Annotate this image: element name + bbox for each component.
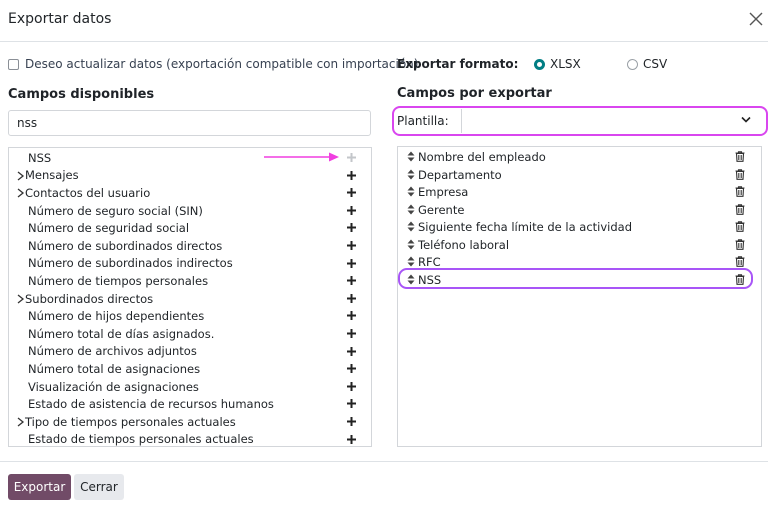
chevron-right-icon[interactable]	[16, 171, 25, 181]
export-field-label: Empresa	[418, 185, 469, 199]
available-field-item[interactable]	[9, 431, 371, 449]
template-label: Plantilla:	[397, 114, 449, 128]
compat-label: Deseo actualizar datos (exportación compatible con importación)	[25, 57, 419, 71]
available-field-label: Mensajes	[25, 168, 79, 183]
available-fields-list	[8, 147, 372, 447]
trash-icon[interactable]	[735, 169, 745, 180]
plus-icon[interactable]	[346, 170, 357, 181]
drag-handle-icon[interactable]	[407, 274, 415, 285]
template-select[interactable]	[461, 109, 763, 133]
available-field-item[interactable]	[9, 255, 371, 273]
available-field-item[interactable]	[9, 272, 371, 290]
export-field-item[interactable]	[398, 183, 761, 201]
export-field-item[interactable]	[398, 166, 761, 184]
export-field-label: NSS	[418, 272, 442, 287]
trash-icon[interactable]	[735, 151, 745, 162]
available-field-label: Número de subordinados indirectos	[28, 256, 233, 271]
plus-icon[interactable]	[346, 240, 357, 251]
chevron-right-icon[interactable]	[16, 188, 25, 198]
export-field-item[interactable]	[398, 201, 761, 219]
plus-icon[interactable]	[346, 187, 357, 198]
available-field-item[interactable]	[9, 290, 371, 308]
available-field-item[interactable]	[9, 149, 371, 167]
plus-icon[interactable]	[346, 328, 357, 339]
drag-handle-icon[interactable]	[407, 204, 415, 215]
export-field-label: Departamento	[418, 167, 502, 182]
available-field-item[interactable]	[9, 343, 371, 361]
drag-handle-icon[interactable]	[407, 169, 415, 180]
trash-icon[interactable]	[735, 239, 745, 250]
plus-icon[interactable]	[346, 152, 357, 163]
plus-icon[interactable]	[346, 434, 357, 445]
trash-icon[interactable]	[735, 204, 745, 215]
export-field-item[interactable]	[398, 148, 761, 166]
available-field-label: NSS	[28, 150, 52, 165]
export-field-label: RFC	[418, 255, 441, 269]
plus-icon[interactable]	[346, 416, 357, 427]
plus-icon[interactable]	[346, 275, 357, 286]
drag-handle-icon[interactable]	[407, 239, 415, 250]
dialog-header	[0, 0, 768, 42]
plus-icon[interactable]	[346, 398, 357, 409]
export-field-label: Siguiente fecha límite de la actividad	[418, 220, 632, 234]
close-button[interactable]: Cerrar	[74, 474, 124, 500]
chevron-right-icon[interactable]	[16, 294, 25, 304]
plus-icon[interactable]	[346, 222, 357, 233]
plus-icon[interactable]	[346, 346, 357, 357]
available-field-label: Número de subordinados directos	[28, 238, 223, 253]
available-field-item[interactable]	[9, 184, 371, 202]
plus-icon[interactable]	[346, 205, 357, 216]
available-field-label: Número total de días asignados.	[28, 326, 215, 341]
available-field-item[interactable]	[9, 219, 371, 237]
footer-divider	[0, 461, 768, 462]
available-field-label: Número de seguro social (SIN)	[28, 203, 203, 218]
field-search-input[interactable]	[8, 110, 371, 136]
available-field-item[interactable]	[9, 167, 371, 185]
trash-icon[interactable]	[735, 274, 745, 285]
plus-icon[interactable]	[346, 310, 357, 321]
drag-handle-icon[interactable]	[407, 221, 415, 232]
available-field-label: Número total de asignaciones	[28, 361, 201, 376]
plus-icon[interactable]	[346, 293, 357, 304]
available-field-item[interactable]	[9, 395, 371, 413]
plus-icon[interactable]	[346, 381, 357, 392]
available-field-label: Número de hijos dependientes	[28, 309, 205, 324]
export-field-item[interactable]	[398, 218, 761, 236]
available-field-item[interactable]	[9, 360, 371, 378]
available-field-label: Número de archivos adjuntos	[28, 344, 197, 359]
dialog-title: Exportar datos	[8, 11, 112, 27]
trash-icon[interactable]	[735, 186, 745, 197]
available-field-item[interactable]	[9, 413, 371, 431]
export-field-label: Nombre del empleado	[418, 150, 546, 164]
format-label: Exportar formato:	[397, 57, 519, 71]
available-field-item[interactable]	[9, 307, 371, 325]
available-field-label: Estado de asistencia de recursos humanos	[28, 397, 274, 412]
export-field-item[interactable]	[398, 271, 761, 289]
format-csv-option[interactable]	[627, 57, 667, 71]
drag-handle-icon[interactable]	[407, 151, 415, 162]
trash-icon[interactable]	[735, 221, 745, 232]
chevron-right-icon[interactable]	[16, 417, 25, 427]
trash-icon[interactable]	[735, 256, 745, 267]
available-field-item[interactable]	[9, 378, 371, 396]
available-fields-heading: Campos disponibles	[8, 87, 155, 102]
compat-checkbox[interactable]	[8, 59, 19, 70]
available-field-item[interactable]	[9, 237, 371, 255]
compat-option[interactable]	[8, 57, 418, 71]
export-field-item[interactable]	[398, 236, 761, 254]
export-fields-list	[397, 146, 762, 447]
close-icon[interactable]	[748, 11, 764, 27]
csv-radio[interactable]	[627, 59, 638, 70]
xlsx-label: XLSX	[550, 57, 581, 71]
available-field-label: Tipo de tiempos personales actuales	[25, 414, 236, 429]
chevron-down-icon[interactable]	[741, 116, 751, 124]
available-field-label: Número de tiempos personales	[28, 273, 209, 288]
xlsx-radio[interactable]	[534, 59, 545, 70]
drag-handle-icon[interactable]	[407, 186, 415, 197]
available-field-label: Número de seguridad social	[28, 221, 190, 236]
available-field-label: Visualización de asignaciones	[28, 379, 199, 394]
csv-label: CSV	[643, 57, 668, 71]
plus-icon[interactable]	[346, 363, 357, 374]
available-field-label: Estado de tiempos personales actuales	[28, 432, 254, 447]
plus-icon[interactable]	[346, 258, 357, 269]
export-field-item[interactable]	[398, 253, 761, 271]
format-xlsx-option[interactable]	[534, 57, 581, 71]
export-field-label: Teléfono laboral	[418, 237, 510, 252]
available-field-label: Contactos del usuario	[25, 185, 151, 200]
export-field-label: Gerente	[418, 202, 465, 217]
drag-handle-icon[interactable]	[407, 256, 415, 267]
available-field-item[interactable]	[9, 325, 371, 343]
export-fields-heading: Campos por exportar	[397, 86, 552, 101]
export-button[interactable]: Exportar	[8, 474, 71, 500]
available-field-label: Subordinados directos	[25, 291, 154, 306]
available-field-item[interactable]	[9, 202, 371, 220]
